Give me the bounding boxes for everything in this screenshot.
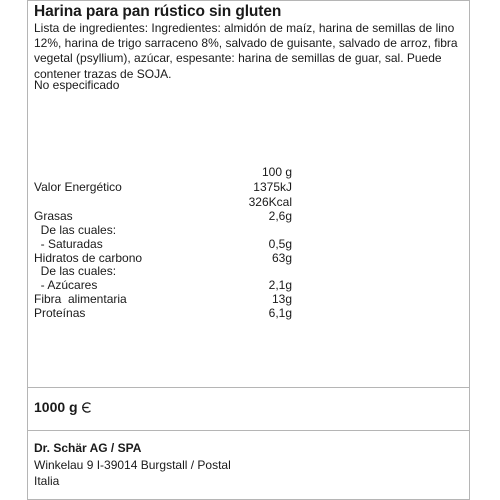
divider <box>27 430 470 431</box>
nutrition-header: 100 g <box>261 165 292 179</box>
energy-kj: 1375kJ <box>253 180 292 194</box>
nutrient-value: 0,5g <box>268 237 292 251</box>
manufacturer-address: Winkelau 9 I-39014 Burgstall / Postal <box>34 458 231 472</box>
energy-kcal: 326Kcal <box>248 195 292 209</box>
manufacturer-name: Dr. Schär AG / SPA <box>34 441 142 455</box>
nutrient-value: 2,1g <box>268 278 292 292</box>
divider <box>27 0 470 1</box>
nutrient-label: Hidratos de carbono <box>34 251 143 265</box>
product-title: Harina para pan rústico sin gluten <box>34 3 282 20</box>
nutrient-label: Grasas <box>34 209 73 223</box>
e-mark-icon <box>80 401 93 414</box>
net-weight <box>34 399 93 415</box>
nutrient-value: 13g <box>271 292 292 306</box>
nutrient-value: 6,1g <box>268 306 292 320</box>
nutrient-label: Fibra alimentaria <box>34 292 127 306</box>
nutrient-label: De las cuales: <box>34 264 117 278</box>
nutrient-label: - Azúcares <box>34 278 98 292</box>
nutrient-value: 63g <box>271 251 292 265</box>
not-specified-note: No especificado <box>34 78 120 92</box>
nutrient-label: Proteínas <box>34 306 86 320</box>
nutrient-label: De las cuales: <box>34 223 117 237</box>
nutrient-value: 2,6g <box>268 209 292 223</box>
energy-label: Valor Energético <box>34 180 122 194</box>
manufacturer-country: Italia <box>34 474 60 488</box>
nutrient-label: - Saturadas <box>34 237 103 251</box>
divider <box>27 387 470 388</box>
ingredients-list: Lista de ingredientes: Ingredientes: almidón de maíz, harina de semillas de lino 12%, harina de trigo sarraceno 8%, salvado de guisante, salvado de arroz, fibra vegetal (psyllium), azúcar, espesante: harina de semillas de guar, sal. Puede contener trazas de SOJA. <box>34 21 458 81</box>
net-weight-value: 1000 g <box>34 399 78 415</box>
